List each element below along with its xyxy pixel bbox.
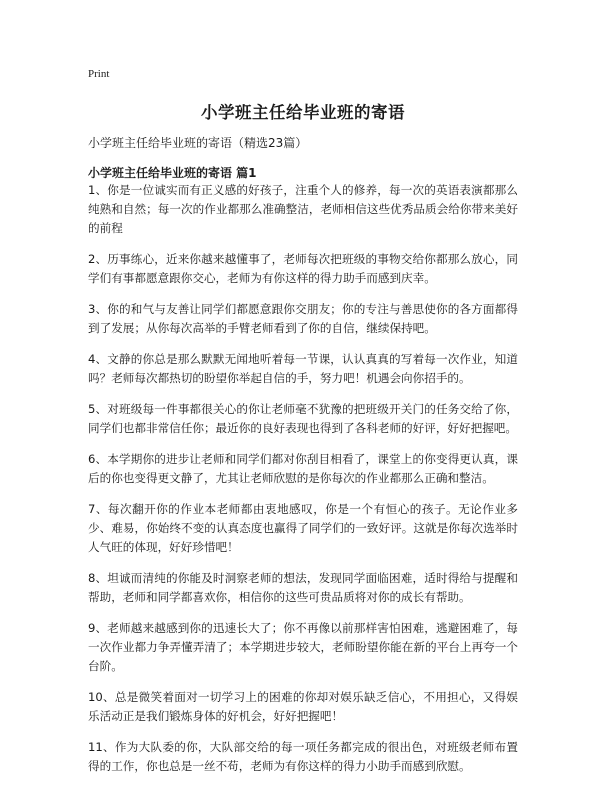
paragraph: 1、你是一位诚实而有正义感的好孩子，注重个人的修养，每一次的英语表演都那么纯熟和自然；每一次的作业都那么准确整洁，老师相信这些优秀品质会给你带来美好的前程	[88, 183, 518, 235]
page-subtitle: 小学班主任给毕业班的寄语（精选23篇）	[88, 136, 308, 150]
print-link[interactable]: Print	[88, 68, 110, 80]
paragraph: 3、你的和气与友善让同学们都愿意跟你交朋友；你的专注与善思使你的各方面都得到了发展；从你每次高举的手臂老师看到了你的自信，继续保持吧。	[88, 302, 518, 335]
section-heading: 小学班主任给毕业班的寄语 篇1	[88, 166, 257, 180]
paragraph: 5、对班级每一件事都很关心的你让老师毫不犹豫的把班级开关门的任务交给了你，同学们也都非常信任你；最近你的良好表现也得到了各科老师的好评，好好把握吧。	[88, 402, 518, 435]
paragraph: 11、作为大队委的你，大队部交给的每一项任务都完成的很出色，对班级老师布置得的工作，你也总是一丝不苟，老师为有你这样的得力小助手而感到欣慰。	[88, 740, 518, 773]
paragraph: 10、总是微笑着面对一切学习上的困难的你却对娱乐缺乏信心，不用担心，又得娱乐活动正是我们锻炼身体的好机会，好好把握吧！	[88, 690, 518, 723]
paragraph: 9、老师越来越感到你的迅速长大了；你不再像以前那样害怕困难，逃避困难了，每一次作业都力争弄懂弄清了；本学期进步较大，老师盼望你能在新的平台上再夸一个台阶。	[88, 621, 518, 673]
paragraph: 8、坦诚而清纯的你能及时洞察老师的想法，发现同学面临困难，适时得给与提醒和帮助，老师和同学都喜欢你，相信你的这些可贵品质将对你的成长有帮助。	[88, 571, 518, 604]
paragraph: 4、文静的你总是那么默默无闻地听着每一节课，认认真真的写着每一次作业，知道吗？老师每次都热切的盼望你举起自信的手，努力吧！机遇会向你招手的。	[88, 352, 518, 385]
page-title: 小学班主任给毕业班的寄语	[201, 103, 405, 122]
paragraph-list	[88, 181, 518, 788]
paragraph: 7、每次翻开你的作业本老师都由衷地感叹，你是一个有恒心的孩子。无论作业多少、难易，你始终不变的认真态度也赢得了同学们的一致好评。这就是你每次选举时人气旺的体现，好好珍惜吧！	[88, 502, 518, 554]
paragraph: 2、历事练心，近来你越来越懂事了，老师每次把班级的事物交给你都那么放心，同学们有事都愿意跟你交心，老师为有你这样的得力助手而感到庆幸。	[88, 252, 518, 285]
paragraph: 6、本学期你的进步让老师和同学们都对你刮目相看了，课堂上的你变得更认真，课后的你也变得更文静了，尤其让老师欣慰的是你每次的作业都那么正确和整洁。	[88, 452, 518, 485]
